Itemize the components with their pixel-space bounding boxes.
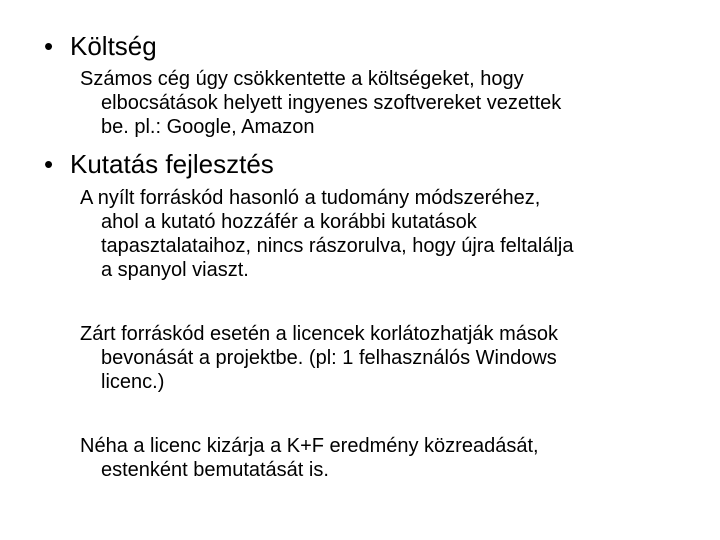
paragraph-line: a spanyol viaszt.	[101, 259, 249, 281]
bullet-heading-koltseg	[44, 31, 157, 61]
paragraph-line: bevonását a projektbe. (pl: 1 felhasználós Windows	[101, 347, 557, 369]
bullet-title: Kutatás fejlesztés	[70, 149, 274, 179]
sub-paragraph-nyilt-forraskod	[80, 186, 573, 282]
paragraph-line: Zárt forráskód esetén a licencek korlátozhatják mások	[80, 323, 558, 345]
sub-paragraph-licenc-kizarja	[80, 434, 539, 482]
paragraph-line: be. pl.: Google, Amazon	[101, 116, 315, 138]
sub-paragraph-koltseg	[80, 67, 561, 139]
bullet-title: Költség	[70, 31, 157, 61]
bullet-dot-icon: •	[44, 149, 54, 179]
paragraph-line: licenc.)	[101, 371, 165, 393]
paragraph-line: elbocsátások helyett ingyenes szoftvereket vezettek	[101, 92, 562, 114]
bullet-dot-icon: •	[44, 31, 54, 61]
bullet-heading-kutatas-fejlesztes	[44, 149, 274, 179]
paragraph-line: estenként bemutatását is.	[101, 459, 329, 481]
sub-paragraph-zart-forraskod	[80, 322, 558, 394]
paragraph-line: ahol a kutató hozzáfér a korábbi kutatások	[101, 211, 477, 233]
paragraph-line: tapasztalataihoz, nincs rászorulva, hogy újra feltalálja	[101, 235, 574, 257]
paragraph-line: Számos cég úgy csökkentette a költségeket, hogy	[80, 68, 524, 90]
paragraph-line: Néha a licenc kizárja a K+F eredmény közreadását,	[80, 435, 539, 457]
paragraph-line: A nyílt forráskód hasonló a tudomány módszeréhez,	[80, 187, 541, 209]
